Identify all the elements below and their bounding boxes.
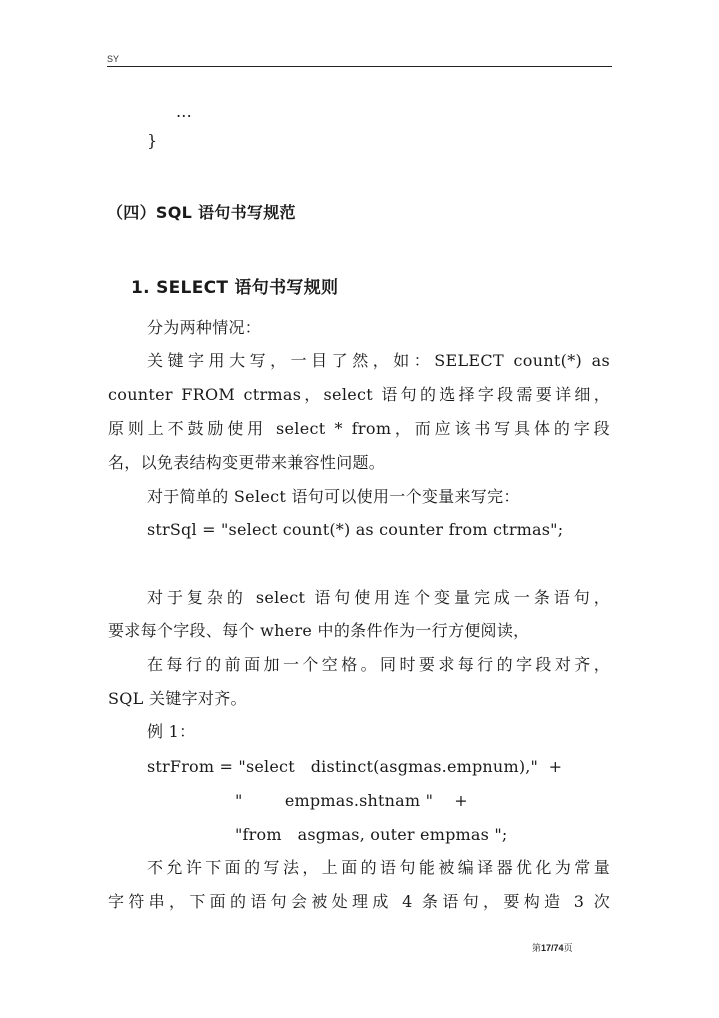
paragraph-keywords-line1: 关键字用大写，一目了然，如：SELECT count(*) as [147,351,610,370]
footer-prefix: 第 [532,943,542,953]
paragraph-complex-line4: SQL 关键字对齐。 [108,689,247,708]
footer-suffix: 页 [563,943,573,953]
code-example-line2: " empmas.shtnam " + [235,791,468,810]
code-closing-brace: } [147,131,158,150]
code-example-line1: strFrom = "select distinct(asgmas.empnum)," + [147,757,563,776]
paragraph-intro: 分为两种情况： [147,318,262,337]
example-label: 例 1： [147,722,196,741]
page-header-label: SY [107,54,120,64]
footer-current-page: 17 [541,943,552,953]
subsection-heading: 1. SELECT 语句书写规则 [131,278,339,298]
paragraph-complex-line3: 在每行的前面加一个空格。同时要求每行的字段对齐， [147,655,610,674]
paragraph-disallowed-line2: 字符串，下面的语句会被处理成 4 条语句，要构造 3 次 [108,892,610,911]
paragraph-simple-select: 对于简单的 Select 语句可以使用一个变量来写完： [147,487,520,506]
paragraph-keywords-line3: 原则上不鼓励使用 select * from，而应该书写具体的字段 [108,419,610,438]
section-heading: （四）SQL 语句书写规范 [107,203,296,222]
page-header-rule [107,66,612,67]
paragraph-disallowed-line1: 不允许下面的写法，上面的语句能被编译器优化为常量 [147,858,610,877]
code-ellipsis: ... [176,102,192,121]
paragraph-complex-line2: 要求每个字段、每个 where 中的条件作为一行方便阅读， [108,621,530,640]
paragraph-keywords-line2: counter FROM ctrmas，select 语句的选择字段需要详细， [108,385,610,404]
code-example-line3: "from asgmas, outer empmas "; [235,825,508,844]
footer-total-pages: 74 [553,943,564,953]
paragraph-complex-line1: 对于复杂的 select 语句使用连个变量完成一条语句， [147,588,610,607]
code-simple-select: strSql = "select count(*) as counter from ctrmas"; [147,520,564,539]
paragraph-keywords-line4: 名，以免表结构变更带来兼容性问题。 [108,453,386,472]
footer-separator: / [551,943,554,953]
page-footer [532,941,573,954]
